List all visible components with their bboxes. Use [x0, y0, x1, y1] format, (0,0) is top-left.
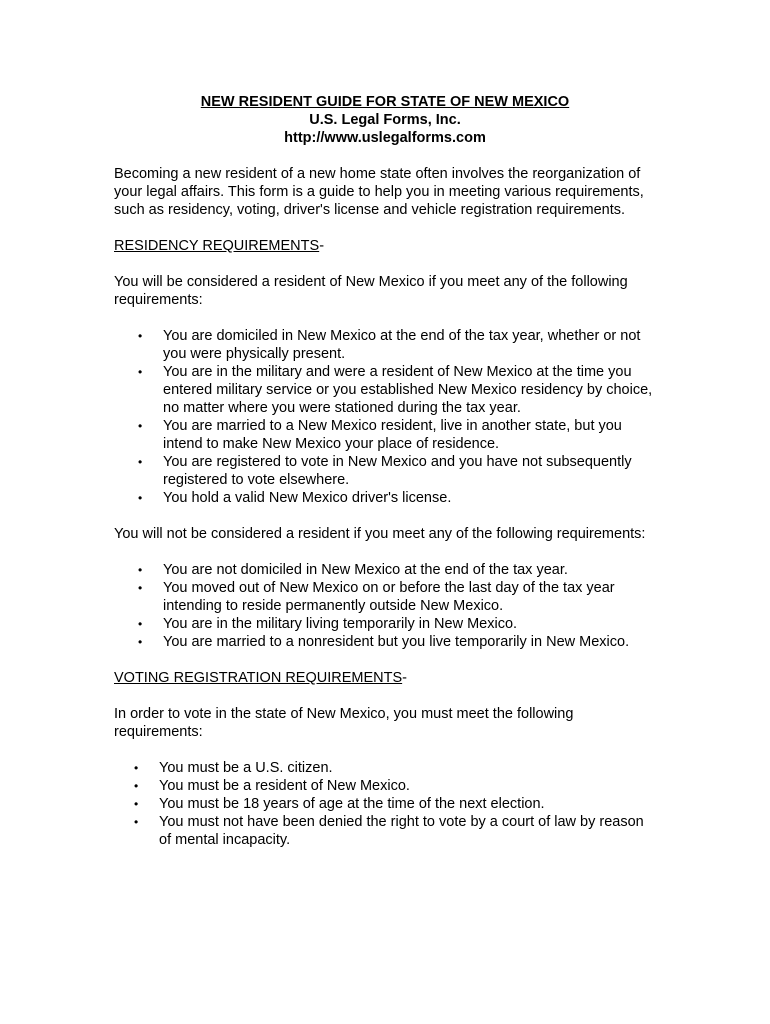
list-item [114, 453, 659, 489]
bullet-icon: • [138, 455, 143, 469]
voting-heading-text: VOTING REGISTRATION REQUIREMENTS [114, 670, 403, 686]
list-item-text: You must be a resident of New Mexico. [159, 778, 410, 794]
resident-intro: You will be considered a resident of New Mexico if you meet any of the following requirements: [114, 274, 628, 308]
nonresident-intro: You will not be considered a resident if you meet any of the following requirements: [114, 526, 646, 542]
nonresident-list [114, 561, 659, 651]
bullet-icon: • [134, 761, 139, 775]
bullet-icon: • [138, 617, 143, 631]
bullet-icon: • [138, 563, 143, 577]
bullet-icon: • [138, 419, 143, 433]
company-url[interactable]: http://www.uslegalforms.com [284, 130, 486, 146]
list-item-text: You are registered to vote in New Mexico and you have not subsequently registered to vote elsewhere. [163, 454, 632, 488]
list-item-text: You are not domiciled in New Mexico at the end of the tax year. [163, 562, 568, 578]
voting-list [114, 759, 659, 849]
list-item [114, 489, 659, 507]
residency-heading-text: RESIDENCY REQUIREMENTS [114, 238, 320, 254]
list-item [114, 327, 659, 363]
bullet-icon: • [138, 581, 143, 595]
resident-list [114, 327, 659, 507]
residency-heading-suffix: - [319, 238, 325, 254]
document-title: NEW RESIDENT GUIDE FOR STATE OF NEW MEXICO [200, 94, 570, 110]
list-item-text: You moved out of New Mexico on or before the last day of the tax year intending to reside permanently outside New Mexico. [163, 580, 615, 614]
document-header [114, 93, 656, 147]
list-item-text: You must not have been denied the right to vote by a court of law by reason of mental incapacity. [159, 814, 644, 848]
bullet-icon: • [138, 491, 143, 505]
bullet-icon: • [138, 635, 143, 649]
list-item-text: You must be 18 years of age at the time of the next election. [159, 796, 545, 812]
list-item-text: You are in the military and were a resident of New Mexico at the time you entered military service or you established New Mexico residency by choice, no matter where you were stationed during the tax year. [163, 364, 653, 416]
list-item [114, 813, 659, 849]
list-item [114, 579, 659, 615]
list-item [114, 795, 659, 813]
list-item-text: You hold a valid New Mexico driver's license. [163, 490, 452, 506]
list-item-text: You are married to a nonresident but you live temporarily in New Mexico. [163, 634, 630, 650]
list-item [114, 759, 659, 777]
list-item-text: You are married to a New Mexico resident, live in another state, but you intend to make New Mexico your place of residence. [163, 418, 622, 452]
bullet-icon: • [138, 365, 143, 379]
list-item [114, 615, 659, 633]
residency-heading [114, 237, 659, 255]
voting-heading [114, 669, 659, 687]
bullet-icon: • [138, 329, 143, 343]
voting-intro: In order to vote in the state of New Mexico, you must meet the following requirements: [114, 706, 574, 740]
list-item-text: You are in the military living temporarily in New Mexico. [163, 616, 518, 632]
intro-paragraph: Becoming a new resident of a new home state often involves the reorganization of your legal affairs. This form is a guide to help you in meeting various requirements, such as residency, voting, driver's license and vehicle registration requirements. [114, 166, 644, 218]
document-page [114, 93, 659, 849]
list-item [114, 561, 659, 579]
list-item [114, 417, 659, 453]
list-item [114, 777, 659, 795]
list-item [114, 633, 659, 651]
list-item-text: You must be a U.S. citizen. [159, 760, 333, 776]
bullet-icon: • [134, 797, 139, 811]
list-item-text: You are domiciled in New Mexico at the end of the tax year, whether or not you were physically present. [163, 328, 641, 362]
list-item [114, 363, 659, 417]
company-name: U.S. Legal Forms, Inc. [309, 112, 461, 128]
voting-heading-suffix: - [402, 670, 407, 686]
bullet-icon: • [134, 815, 139, 829]
bullet-icon: • [134, 779, 139, 793]
